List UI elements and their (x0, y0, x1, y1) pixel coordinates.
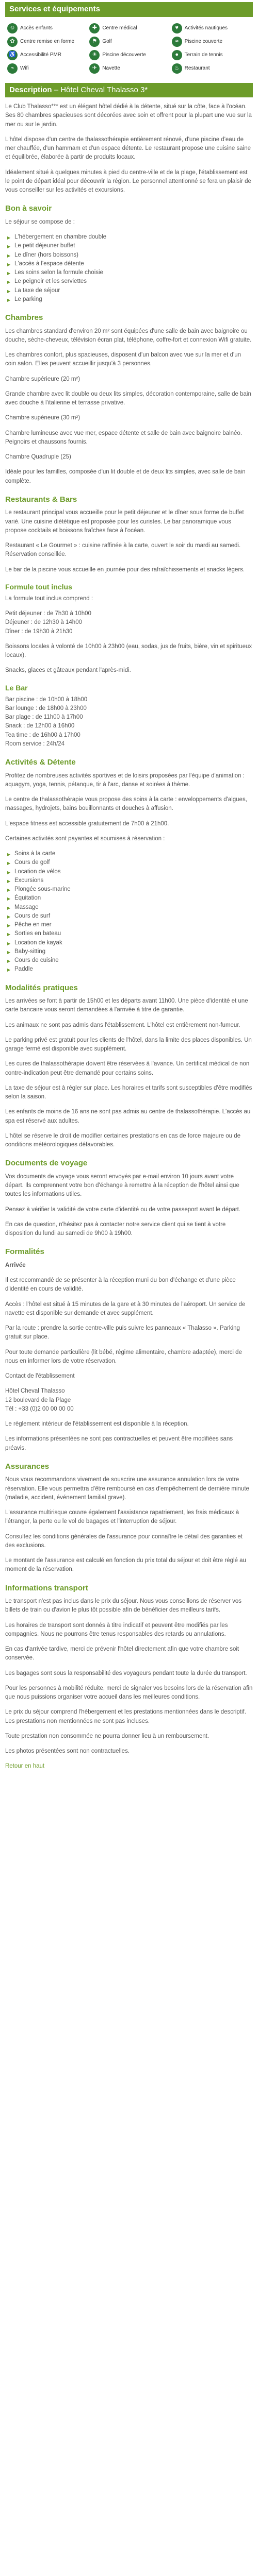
activities-paragraph: L'espace fitness est accessible gratuitement de 7h00 à 21h00. (5, 820, 169, 827)
service-label: Terrain de tennis (184, 52, 223, 58)
service-item (172, 50, 251, 60)
formula-heading: Formule tout inclus (5, 582, 72, 591)
insurance-paragraph: Consultez les conditions générales de l'assurance pour connaître le détail des garanties et des exclusions. (5, 1533, 243, 1549)
description-paragraph: L'hôtel dispose d'un centre de thalassothérapie entièrement rénové, d'une piscine d'eau de mer chauffée, d'un hammam et d'un espace détente. Le restaurant propose une cuisine saine et équilibrée, élaborée à partir de produits locaux. (5, 136, 251, 161)
transport-paragraph: Les bagages sont sous la responsabilité des voyageurs pendant toute la durée du transport. (5, 1670, 247, 1676)
rooms-paragraph: Les chambres confort, plus spacieuses, disposent d'un balcon avec vue sur la mer et d'un coin salon. Elles peuvent accueillir jusqu'à 3 personnes. (5, 352, 241, 367)
list-item: ▶ Paddle (5, 965, 253, 974)
know-intro: Le séjour se compose de : (5, 218, 75, 225)
list-item: ▶ Équitation (5, 894, 253, 903)
accessible-icon: ♿ (7, 50, 18, 60)
back-to-top-link[interactable]: Retour en haut (5, 1763, 45, 1770)
service-label: Centre remise en forme (20, 39, 75, 44)
description-heading: Description – Hôtel Cheval Thalasso 3* (5, 83, 253, 98)
service-label: Accessibilité PMR (20, 52, 62, 58)
services-grid (5, 17, 253, 81)
deposit-paragraph: Pensez à vérifier la validité de votre carte d'identité ou de votre passeport avant le départ. (5, 1206, 241, 1213)
formula-paragraph: Snacks, glaces et gâteaux pendant l'après-midi. (5, 667, 131, 674)
conditions-paragraph: La taxe de séjour est à régler sur place. Les horaires et tarifs sont susceptibles d'être modifiés selon la saison. (5, 1084, 252, 1100)
formalities-heading: Formalités (5, 1247, 44, 1257)
contact-label: Contact de l'établissement (5, 1373, 75, 1379)
bars-line: Snack : de 12h00 à 16h00 (5, 723, 75, 730)
activities-list (5, 850, 253, 974)
activities-paragraph: Le centre de thalassothérapie vous propose des soins à la carte : enveloppements d'algues, massages, hydrojets, bains bouillonnants et douches à affusion. (5, 796, 247, 812)
description-subheading: Hôtel Cheval Thalasso 3* (60, 85, 148, 94)
know-heading: Bon à savoir (5, 204, 52, 213)
list-item: ▶ La taxe de séjour (5, 286, 253, 295)
service-item (7, 50, 86, 60)
list-item: ▶ Le parking (5, 295, 253, 304)
conditions-paragraph: Les cures de thalassothérapie doivent être réservées à l'avance. Un certificat médical de non contre-indication peut être demandé pour certains soins. (5, 1061, 250, 1076)
formula-paragraph: Boissons locales à volonté de 10h00 à 23h00 (eau, sodas, jus de fruits, bière, vin et spiritueux locaux). (5, 643, 252, 658)
transport-paragraph: Pour les personnes à mobilité réduite, merci de signaler vos besoins lors de la réservation afin que nous puissions organiser votre accueil dans les meilleures conditions. (5, 1685, 253, 1700)
list-item: ▶ Location de kayak (5, 939, 253, 947)
restaurant-paragraph: Restaurant « Le Gourmet » : cuisine raffinée à la carte, ouvert le soir du mardi au samedi. Réservation conseillée. (5, 543, 241, 558)
rooms-paragraph: Grande chambre avec lit double ou deux lits simples, décoration contemporaine, salle de bain avec douche à l'italienne et terrasse privative. (5, 391, 251, 406)
list-item: ▶ Cours de cuisine (5, 956, 253, 965)
deposit-paragraph: Vos documents de voyage vous seront envoyés par e-mail environ 10 jours avant votre départ. Ils comprennent votre bon d'échange à remettre à la réception de l'hôtel ainsi que toutes les informations utiles. (5, 1173, 239, 1198)
fitness-icon: ♥ (172, 23, 182, 33)
list-item: ▶ L'accès à l'espace détente (5, 260, 253, 268)
description-heading-label: Description (9, 85, 52, 94)
health-icon: ✿ (7, 37, 18, 47)
transport-paragraph: Le transport n'est pas inclus dans le prix du séjour. Nous vous conseillons de réserver vos billets de train ou d'avion le plus tôt possible afin de bénéficier des meilleurs tarifs. (5, 1598, 241, 1614)
list-item: ▶ Cours de surf (5, 912, 253, 921)
service-item (7, 23, 86, 33)
service-label: Restaurant (184, 65, 210, 71)
conditions-heading: Modalités pratiques (5, 983, 78, 992)
formula-schedule (5, 609, 253, 636)
rooms-heading: Chambres (5, 313, 43, 322)
golf-icon: ⚑ (89, 37, 100, 47)
service-label: Piscine couverte (184, 39, 223, 44)
bars-line: Tea time : de 16h00 à 17h00 (5, 732, 80, 738)
address-line: Hôtel Cheval Thalasso (5, 1388, 65, 1395)
tennis-icon: ● (172, 50, 182, 60)
pool-icon: ≈ (172, 37, 182, 47)
transport-heading: Informations transport (5, 1583, 88, 1592)
transport-paragraph: Les horaires de transport sont donnés à titre indicatif et peuvent être modifiés par les compagnies. Nous ne pourrons être tenus responsables des retards ou annulations. (5, 1622, 228, 1637)
taxi-icon: ✈ (89, 63, 100, 74)
conditions-paragraph: L'hôtel se réserve le droit de modifier certaines prestations en cas de force majeure ou de conditions météorologiques défavorables. (5, 1132, 241, 1148)
restaurant-heading: Restaurants & Bars (5, 495, 77, 504)
address-line: 12 boulevard de la Plage (5, 1397, 71, 1403)
restaurant-paragraph: Le restaurant principal vous accueille pour le petit déjeuner et le dîner sous forme de buffet varié. Une cuisine diététique est proposée pour les curistes. Le bar panoramique vous propose cocktails et boissons fraîches face à l'océan. (5, 510, 244, 534)
service-item (89, 37, 168, 47)
rooms-subtitle: Chambre Quadruple (25) (5, 454, 71, 460)
formula-line: Dîner : de 19h30 à 21h30 (5, 628, 73, 635)
service-item (172, 23, 251, 33)
rooms-subtitle: Chambre supérieure (30 m²) (5, 415, 80, 421)
formula-line: Petit déjeuner : de 7h30 à 10h00 (5, 611, 91, 617)
services-heading: Services et équipements (5, 2, 253, 17)
service-item (172, 37, 251, 47)
list-item: ▶ Sorties en bateau (5, 929, 253, 938)
insurance-paragraph: L'assurance multirisque couvre également l'assistance rapatriement, les frais médicaux à l'étranger, la perte ou le vol de bagages et l'interruption de séjour. (5, 1510, 239, 1525)
rooms-paragraph: Les chambres standard d'environ 20 m² sont équipées d'une salle de bain avec baignoire ou douche, sèche-cheveux, télévision écran plat, téléphone, coffre-fort et connexion Wifi gratuite. (5, 328, 252, 343)
list-item: ▶ Cours de golf (5, 858, 253, 867)
restaurant-paragraph: Le bar de la piscine vous accueille en journée pour des rafraîchissements et snacks légers. (5, 566, 245, 573)
list-item: ▶ Massage (5, 903, 253, 912)
bars-heading: Le Bar (5, 683, 28, 692)
service-item (89, 50, 168, 60)
know-list (5, 233, 253, 304)
address-line: Tél : +33 (0)2 00 00 00 00 (5, 1405, 74, 1412)
bar-icon: ♨ (172, 63, 182, 74)
conditions-paragraph: Les animaux ne sont pas admis dans l'établissement. L'hôtel est entièrement non-fumeur. (5, 1022, 240, 1028)
activities-heading: Activités & Détente (5, 758, 76, 767)
list-item: ▶ Excursions (5, 876, 253, 885)
transport-paragraph: En cas d'arrivée tardive, merci de prévenir l'hôtel directement afin que votre chambre soit conservée. (5, 1646, 239, 1662)
service-label: Navette (102, 65, 120, 71)
formalities-paragraph: Par la route : prendre la sortie centre-ville puis suivre les panneaux « Thalasso ». Parking gratuit sur place. (5, 1325, 240, 1341)
formalities-paragraph: Pour toute demande particulière (lit bébé, régime alimentaire, chambre adaptée), merci de nous en informer lors de votre réservation. (5, 1349, 242, 1364)
outdoor-pool-icon: ☀ (89, 50, 100, 60)
bars-line: Bar plage : de 11h00 à 17h00 (5, 714, 83, 720)
transport-paragraph: Toute prestation non consommée ne pourra donner lieu à un remboursement. (5, 1733, 209, 1739)
list-item: ▶ Baby-sitting (5, 947, 253, 956)
activities-paragraph: Profitez de nombreuses activités sportives et de loisirs proposées par l'équipe d'animation : aquagym, yoga, tennis, pétanque, tir à l'arc, danse et soirées à thème. (5, 772, 245, 788)
conditions-paragraph: Les arrivées se font à partir de 15h00 et les départs avant 11h00. Une pièce d'identité et une carte bancaire vous seront demandées à l'arrivée à titre de garantie. (5, 998, 248, 1013)
bars-line: Room service : 24h/24 (5, 740, 65, 747)
service-item (172, 63, 251, 74)
formalities-label-text: Arrivée (5, 1262, 26, 1268)
activities-note: Certaines activités sont payantes et soumises à réservation : (5, 835, 165, 842)
kids-icon: ☺ (7, 23, 18, 33)
list-item: ▶ L'hébergement en chambre double (5, 233, 253, 242)
insurance-paragraph: Le montant de l'assurance est calculé en fonction du prix total du séjour et doit être réglé au moment de la réservation. (5, 1557, 246, 1573)
list-item: ▶ Le peignoir et les serviettes (5, 277, 253, 286)
service-item (89, 23, 168, 33)
service-item (7, 63, 86, 74)
formula-intro: La formule tout inclus comprend : (5, 595, 93, 602)
list-item: ▶ Location de vélos (5, 868, 253, 876)
description-paragraph: Le Club Thalasso*** est un élégant hôtel dédié à la détente, situé sur la côte, face à l'océan. Ses 80 chambres spacieuses sont décorées avec soin et offrent pour la plupart une vue sur la mer ou sur le jardin. (5, 104, 252, 128)
service-item (89, 63, 168, 74)
list-item: ▶ Pêche en mer (5, 921, 253, 929)
service-label: Wifi (20, 65, 29, 71)
service-label: Golf (102, 39, 112, 44)
formalities-label (5, 1261, 253, 1270)
transport-paragraph: Les photos présentées sont non contractuelles. (5, 1748, 130, 1754)
bars-line: Bar lounge : de 18h00 à 23h00 (5, 705, 87, 711)
insurance-heading: Assurances (5, 1462, 50, 1471)
conditions-paragraph: Le parking privé est gratuit pour les clients de l'hôtel, dans la limite des places disponibles. Un garage fermé est disponible avec supplément. (5, 1037, 252, 1052)
deposit-paragraph: En cas de question, n'hésitez pas à contacter notre service client qui se tient à votre disposition du lundi au samedi de 9h00 à 19h00. (5, 1221, 226, 1236)
transport-paragraph: Le prix du séjour comprend l'hébergement et les prestations mentionnées dans le descriptif. Les prestations non mentionnées ne sont pas incluses. (5, 1709, 246, 1724)
insurance-paragraph: Nous vous recommandons vivement de souscrire une assurance annulation lors de votre réservation. Elle vous permettra d'être remboursé en cas d'empêchement de dernière minute (maladie, accident, événement familial grave). (5, 1477, 249, 1501)
deposit-heading: Documents de voyage (5, 1159, 88, 1168)
bars-line: Bar piscine : de 10h00 à 18h00 (5, 696, 88, 703)
description-paragraph: Idéalement situé à quelques minutes à pied du centre-ville et de la plage, l'établissement est le point de départ idéal pour découvrir la région. Le personnel attentionné se fera un plaisir de vous conseiller sur les activités et excursions. (5, 169, 251, 193)
formula-line: Déjeuner : de 12h30 à 14h00 (5, 619, 82, 626)
wifi-icon: ⌁ (7, 63, 18, 74)
formalities-paragraph: Il est recommandé de se présenter à la réception muni du bon d'échange et d'une pièce d'identité en cours de validité. (5, 1277, 236, 1293)
list-item: ▶ Soins à la carte (5, 850, 253, 858)
service-item (7, 37, 86, 47)
description-section (5, 97, 253, 195)
service-label: Centre médical (102, 25, 137, 31)
service-label: Piscine découverte (102, 52, 146, 58)
rooms-paragraph: Idéale pour les familles, composée d'un lit double et de deux lits simples, avec salle de bain complète. (5, 469, 246, 484)
list-item: ▶ Le petit déjeuner buffet (5, 242, 253, 250)
formalities-paragraph: Le règlement intérieur de l'établissement est disponible à la réception. (5, 1421, 189, 1427)
service-label: Accès enfants (20, 25, 53, 31)
formalities-paragraph: Les informations présentées ne sont pas contractuelles et peuvent être modifiées sans préavis. (5, 1436, 233, 1451)
bars-schedule (5, 696, 253, 749)
medical-icon: ✚ (89, 23, 100, 33)
conditions-paragraph: Les enfants de moins de 16 ans ne sont pas admis au centre de thalassothérapie. L'accès au spa est réservé aux adultes. (5, 1109, 251, 1124)
list-item: ▶ Plongée sous-marine (5, 885, 253, 894)
list-item: ▶ Les soins selon la formule choisie (5, 268, 253, 277)
service-label: Activités nautiques (184, 25, 228, 31)
formalities-paragraph: Accès : l'hôtel est situé à 15 minutes de la gare et à 30 minutes de l'aéroport. Un service de navette est disponible sur demande et avec supplément. (5, 1301, 246, 1316)
list-item: ▶ Le dîner (hors boissons) (5, 251, 253, 260)
rooms-subtitle: Chambre supérieure (20 m²) (5, 376, 80, 382)
rooms-paragraph: Chambre lumineuse avec vue mer, espace détente et salle de bain avec baignoire balnéo. Peignoirs et chaussons fournis. (5, 430, 243, 445)
contact-address (5, 1387, 253, 1414)
